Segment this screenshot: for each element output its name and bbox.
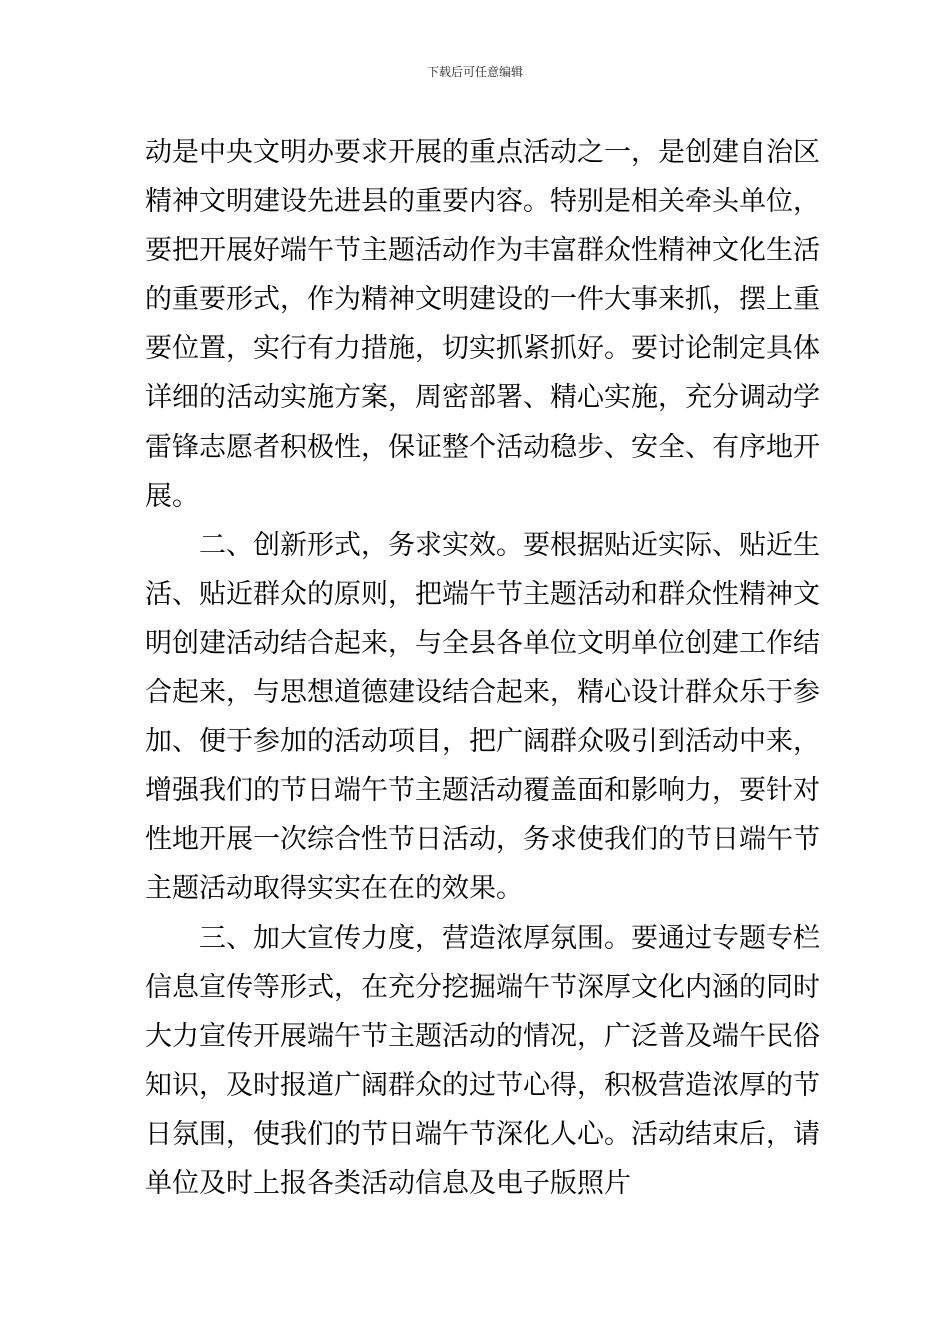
- text-line: 精神文明建设先进县的重要内容。特别是相关牵头单位，: [145, 186, 820, 218]
- text-line: 知识，及时报道广阔群众的过节心得，积极营造浓厚的节: [145, 1069, 820, 1101]
- text-line: 主题活动取得实实在在的效果。: [145, 873, 523, 905]
- text-line: 明创建活动结合起来，与全县各单位文明单位创建工作结: [145, 627, 820, 659]
- text-line: 信息宣传等形式，在充分挖掘端午节深厚文化内涵的同时: [145, 971, 820, 1003]
- page-header: 下载后可任意编辑: [426, 65, 523, 79]
- text-line: 要位置，实行有力措施，切实抓紧抓好。要讨论制定具体: [145, 333, 820, 365]
- text-line: 活、贴近群众的原则，把端午节主题活动和群众性精神文: [145, 578, 820, 610]
- body-text: [145, 128, 820, 1208]
- paragraph-start-line: 三、加大宣传力度，营造浓厚氛围。要通过专题专栏: [199, 922, 820, 954]
- text-line: 增强我们的节日端午节主题活动覆盖面和影响力，要针对: [145, 775, 820, 807]
- text-line: 加、便于参加的活动项目，把广阔群众吸引到活动中来，: [145, 726, 820, 758]
- text-line: 单位及时上报各类活动信息及电子版照片: [145, 1167, 631, 1199]
- text-line: 的重要形式，作为精神文明建设的一件大事来抓，摆上重: [145, 284, 820, 316]
- text-line: 雷锋志愿者积极性，保证整个活动稳步、安全、有序地开: [145, 431, 820, 463]
- text-line: 大力宣传开展端午节主题活动的情况，广泛普及端午民俗: [145, 1020, 820, 1052]
- text-line: 展。: [145, 480, 199, 512]
- text-line: 动是中央文明办要求开展的重点活动之一，是创建自治区: [145, 137, 820, 168]
- text-line: 要把开展好端午节主题活动作为丰富群众性精神文化生活: [145, 235, 820, 267]
- text-line: 性地开展一次综合性节日活动，务求使我们的节日端午节: [145, 824, 820, 856]
- paragraph-start-line: 二、创新形式，务求实效。要根据贴近实际、贴近生: [199, 529, 820, 561]
- text-line: 日氛围，使我们的节日端午节深化人心。活动结束后，请: [145, 1118, 820, 1150]
- text-line: 详细的活动实施方案，周密部署、精心实施，充分调动学: [145, 382, 820, 414]
- text-line: 合起来，与思想道德建设结合起来，精心设计群众乐于参: [145, 677, 820, 709]
